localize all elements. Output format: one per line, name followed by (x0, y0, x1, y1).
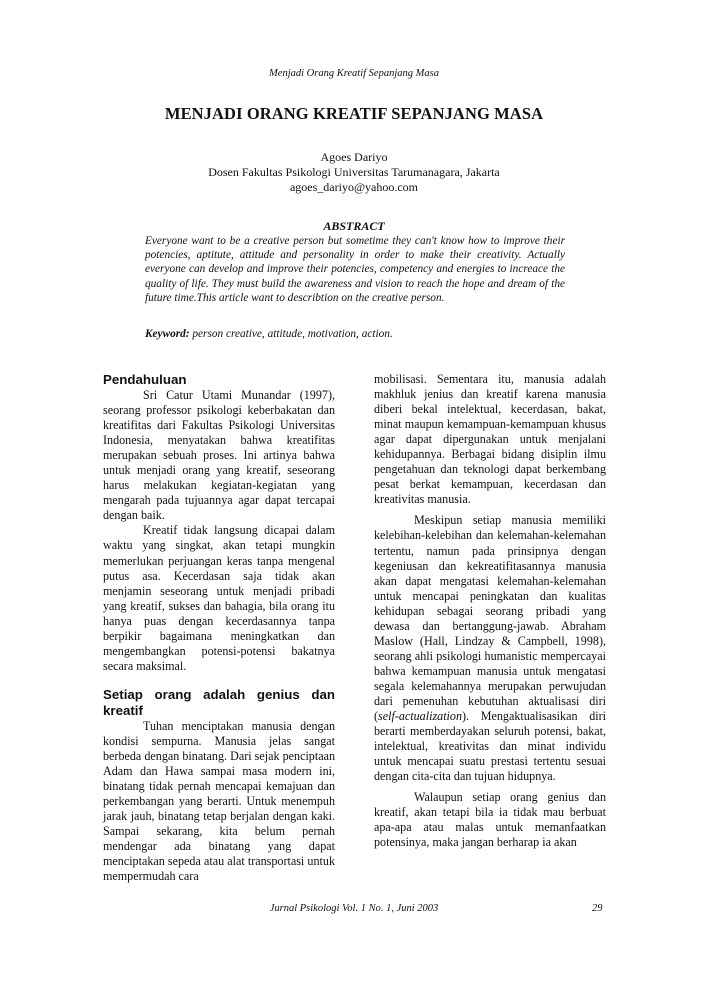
author-affiliation: Dosen Fakultas Psikologi Universitas Tarumanagara, Jakarta (208, 165, 500, 179)
paragraph-text: ). Mengaktualisasikan diri berarti memberdayakan seluruh potensi, bakat, intelektual, kreativitas dan minat individu untuk mencapai suatu prestasi tertentu sesuai dengan cita-cita dan tujuan hidupnya. (374, 709, 606, 784)
paragraph: Walaupun setiap orang genius dan kreatif, akan tetapi bila ia tidak mau berbuat apa-apa atau malas untuk memanfaatkan potensinya, maka jangan berharap ia akan (374, 790, 606, 850)
keyword-label: Keyword: (145, 328, 190, 340)
paragraph: Tuhan menciptakan manusia dengan kondisi sempurna. Manusia jelas sangat berbeda dengan binatang. Dari sejak penciptaan Adam dan Hawa sampai masa modern ini, binatang tidak pernah mencapai kemajuan dan perkembangan yang berarti. Untuk menempuh jarak jauh, binatang tetap berjalan dengan kaki. Sampai sekarang, kita belum pernah mendengar ada binatang yang dapat menciptakan sepeda atau alat transportasi untuk mempermudah cara (103, 718, 335, 884)
paragraph: Kreatif tidak langsung dicapai dalam waktu yang singkat, akan tetapi mungkin memerlukan perjuangan keras tanpa mengenal putus asa. Kecerdasan saja tidak akan menjamin seseorang untuk menjadi pribadi yang kreatif, sukses dan bahagia, bila orang itu hanya puas dengan kecerdasannya tanpa berpikir bagaimana meningkatkan dan mengembangkan potensi-potensi bakatnya secara maksimal. (103, 523, 335, 673)
abstract-heading: ABSTRACT (323, 219, 385, 233)
paragraph (374, 513, 606, 784)
abstract-text: Everyone want to be a creative person but sometime they can't know how to improve their potencies, aptitute, attitude and personality in order to make their creativity. Actually everyone can develop and improve their potencies, competency and energies to increace the quality of life. They must build the awareness and vision to reach the hope and dream of the future time.This article want to describtion on the creative person. (145, 235, 565, 304)
emphasis-term: self-actualization (378, 709, 463, 724)
paragraph-text: Meskipun setiap manusia memiliki kelebihan-kelebihan dan kelemahan-kelemahan tertentu, namun pada prinsipnya dengan kegeniusan dan kekreatifitasannya manusia akan dapat mengatasi kelemahan-kelemahan untuk mencapai peningkatan dan kualitas kehidupan sebagai seorang pribadi yang dewasa dan bertanggung-jawab. Abraham Maslow (Hall, Lindzay & Campbell, 1998), seorang ahli psikologi humanistic mempercayai bahwa kemampuan manusia untuk mengatasi segala kelemahannya merupakan perwujudan dari pemenuhan kebutuhan aktualisasi diri ( (374, 513, 606, 724)
keywords (145, 328, 565, 340)
section-heading-pendahuluan: Pendahuluan (103, 372, 187, 387)
paragraph: Sri Catur Utami Munandar (1997), seorang professor psikologi keberbakatan dan kreatifitas dari Fakultas Psikologi Universitas Indonesia, menyatakan bahwa kreatifitas merupakan sebuah proses. Ini artinya bahwa untuk menjadi orang yang kreatif, seseorang harus melakukan kegiatan-kegiatan yang mengarah pada tujuannya agar dapat tercapai dengan baik. (103, 388, 335, 523)
running-title: Menjadi Orang Kreatif Sepanjang Masa (269, 68, 439, 79)
author-email: agoes_dariyo@yahoo.com (289, 180, 418, 194)
author-block (0, 150, 708, 195)
section-heading-genius: Setiap orang adalah genius dan kreatif (103, 686, 335, 718)
left-column (103, 372, 335, 884)
author-name: Agoes Dariyo (320, 150, 388, 164)
keyword-text: person creative, attitude, motivation, action. (189, 328, 393, 340)
page-number: 29 (592, 903, 603, 914)
footer-journal: Jurnal Psikologi Vol. 1 No. 1, Juni 2003 (269, 903, 439, 914)
right-column (374, 372, 606, 850)
paper-title: MENJADI ORANG KREATIF SEPANJANG MASA (164, 104, 544, 123)
paragraph: mobilisasi. Sementara itu, manusia adalah makhluk jenius dan kreatif karena manusia diberi bekal intelektual, kecerdasan, bakat, minat maupun kemampuan-kemampuan khusus agar dapat dipergunakan untuk menjalani kehidupannya. Berbagai bidang disiplin ilmu pengetahuan dan teknologi dapat berkembang pesat berkat kemampuan, kecerdasan dan kreativitas manusia. (374, 372, 606, 507)
